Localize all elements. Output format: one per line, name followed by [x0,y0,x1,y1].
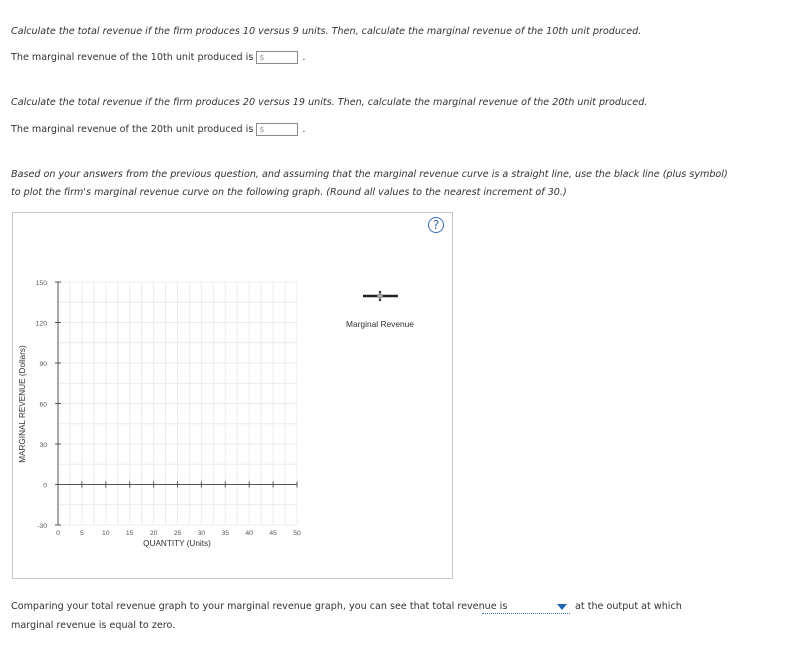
y-tick-label: 150 [35,280,47,287]
question-2-answer-row [11,123,305,136]
currency-symbol: $ [259,53,265,62]
question-1-answer-row [11,51,305,64]
chevron-down-icon [557,604,567,610]
question-1-prompt: Calculate the total revenue if the firm produces 10 versus 9 units. Then, calculate the marginal revenue of the 10th unit produced. [11,26,642,37]
legend-label: Marginal Revenue [346,319,414,329]
graph-instructions-line-1: Based on your answers from the previous question, and assuming that the marginal revenue curve is a straight line, use the black line (plus symbol) [11,169,728,180]
y-tick-label: 90 [39,361,47,368]
help-icon[interactable]: ? [428,217,444,233]
conclusion-after: at the output at which [575,601,682,612]
x-tick-label: 50 [293,530,301,537]
y-tick-label: -30 [37,523,47,530]
y-tick-label: 120 [35,320,47,328]
question-1-marginal-revenue-input[interactable] [256,51,298,64]
x-axis-label: QUANTITY (Units) [143,539,211,548]
question-2-answer-label: The marginal revenue of the 20th unit produced is [11,124,254,135]
x-tick-label: 20 [149,530,158,537]
conclusion-line-2: marginal revenue is equal to zero. [11,620,176,631]
x-tick-label: 0 [56,530,60,537]
x-tick-label: 5 [80,530,84,537]
question-2-terminator: . [302,124,306,135]
currency-symbol: $ [259,125,265,134]
y-tick-label: 60 [39,401,47,409]
graph-instructions-line-2: to plot the firm's marginal revenue curve on the following graph. (Round all values to the nearest increment of 30.) [11,187,567,198]
x-tick-label: 35 [221,530,230,537]
graph-panel [12,212,453,579]
y-tick-label: 0 [43,482,47,490]
x-tick-label: 15 [125,530,134,537]
x-tick-label: 10 [102,530,110,537]
x-tick-label: 25 [173,530,182,537]
x-tick-label: 30 [197,530,206,537]
conclusion-before: Comparing your total revenue graph to your marginal revenue graph, you can see that total revenue is [11,601,508,612]
x-tick-label: 45 [269,530,277,537]
question-1-terminator: . [302,52,306,63]
y-axis-label: MARGINAL REVENUE (Dollars) [18,345,27,463]
x-tick-label: 40 [245,530,253,537]
question-1-answer-label: The marginal revenue of the 10th unit produced is [11,52,254,63]
question-2-marginal-revenue-input[interactable] [256,123,298,136]
total-revenue-dropdown[interactable] [482,602,570,614]
question-2-prompt: Calculate the total revenue if the firm produces 20 versus 19 units. Then, calculate the marginal revenue of the 20th unit produced. [11,97,648,108]
y-tick-label: 30 [39,442,47,449]
